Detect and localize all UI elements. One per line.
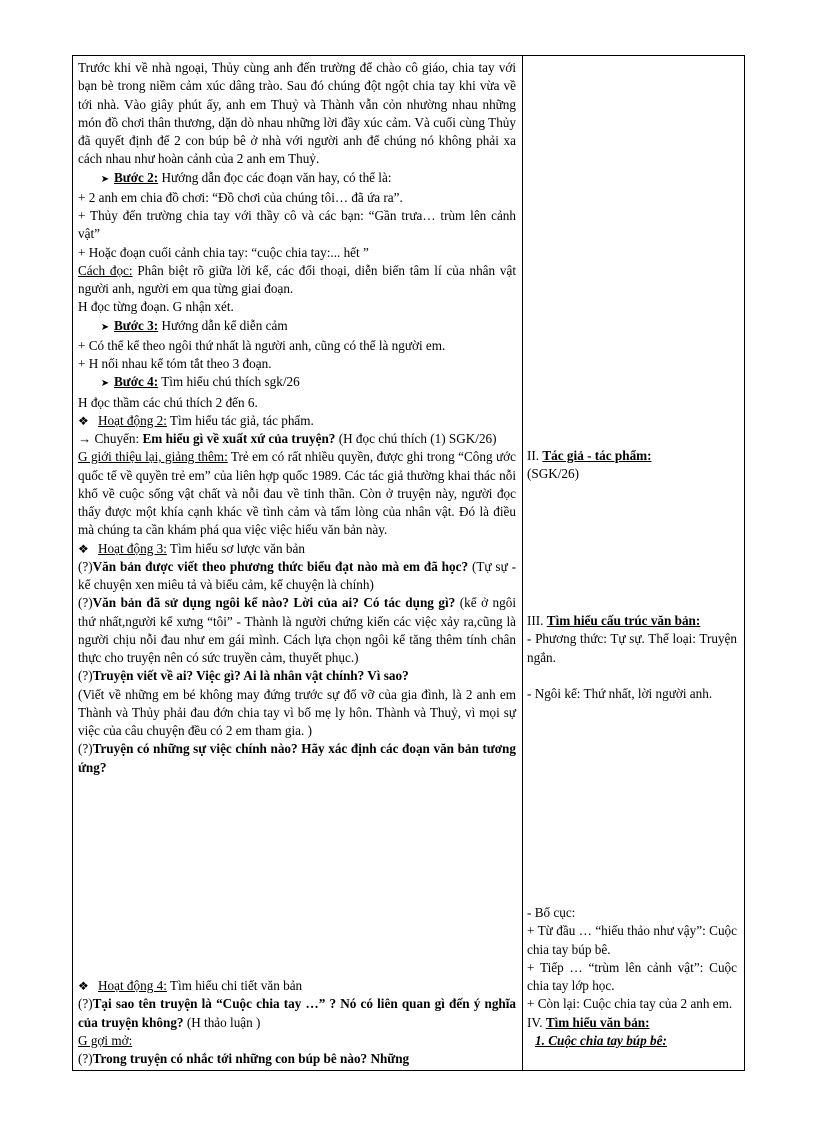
layout-line: - Bố cục: [527,905,576,920]
section-4-item-1: 1. Cuộc chia tay búp bê: [535,1032,667,1048]
section-author-work [527,447,737,484]
layout-part-3: + Còn lại: Cuộc chia tay của 2 anh em. [527,996,733,1012]
left-block-activity4 [78,977,516,1068]
section-4-heading: IV. Tìm hiểu văn bản: [527,1014,650,1030]
diamond-bullet-icon: ❖ [78,413,89,428]
diamond-bullet-icon: ❖ [78,979,89,993]
section-2-ref: (SGK/26) [527,466,580,482]
step2-line: ➤ Bước 2: Hướng dẫn đọc các đoạn văn hay, có thể là: [78,169,516,189]
narrator-line: - Ngôi kể: Thứ nhất, lời người anh. [527,685,713,701]
column-divider [522,56,523,1070]
question-1: (?)Văn bản được viết theo phương thức biểu đạt nào mà em đã học? (Tự sự - kể chuyện xen miêu tả và biểu cảm, kể chuyện là chính) [78,558,516,592]
tell-item-1: + Có thể kể theo ngôi thứ nhất là người anh, cũng có thể là người em. [78,337,446,353]
question-4: (?)Truyện có những sự việc chính nào? Hãy xác định các đoạn văn bản tương ứng? [78,741,516,775]
question-3: (?)Truyện viết về ai? Việc gì? Ai là nhân vật chính? Vì sao? [78,668,409,684]
step3-line: ➤ Bước 3: Hướng dẫn kể diễn cảm [78,317,516,337]
arrow-icon: ➤ [100,173,110,185]
activity4-line: ❖ Hoạt động 4: Tìm hiểu chi tiết văn bản [78,977,516,995]
intro-paragraph: Trước khi về nhà ngoại, Thủy cùng anh đến trường để chào cô giáo, chia tay với bạn bè trong niềm cảm xúc dâng trào. Sau đó chúng đột ngột chia tay khi vừa về tới nhà. Vào giây phút ấy, anh em Thuỷ và Thành vẫn cỏn nhường nhau những món đồ chơi thân thương, dặn dò nhau những lời đầy xúc cảm. Và cuối cùng Thủy đã quyết định để 2 con búp bê ở nhà với người anh để chúng nó không phải xa cách nhau như hoàn cảnh của 2 anh em Thuỷ. [78,60,516,167]
section-structure [527,612,737,703]
hint-line: G gợi mở: [78,1032,133,1048]
section-3-heading: III. Tìm hiểu cấu trúc văn bản: [527,613,701,628]
question-2: (?)Văn bản đã sử dụng ngôi kể nào? Lời của ai? Có tác dụng gì? (kể ở ngôi thứ nhất,người kể xưng “tôi” - Thành là người chứng kiến các việc xảy ra,cũng là người chịu nỗi đau như em gái mình. Cách lựa chọn ngôi kể tăng thêm tính chân thực cho truyện nên có sức truyền cảm, thuyết phục.) [78,595,516,665]
arrow-icon: ➤ [100,321,110,333]
lesson-table [72,55,745,1071]
arrow-icon: ➤ [100,378,110,390]
section-layout [527,904,737,1050]
read-item-3: + Hoặc đoạn cuối cảnh chia tay: “cuộc chia tay:... hết ” [78,244,369,260]
hread-line: H đọc từng đoạn. G nhận xét. [78,299,234,315]
method-line: - Phương thức: Tự sự. Thể loại: Truyện ngắn. [527,631,737,665]
activity2-line: ❖ Hoạt động 2: Tìm hiểu tác giả, tác phẩm. [78,412,516,430]
teacher-intro: G giới thiệu lại, giảng thêm: Trẻ em có rất nhiều quyền, được ghi trong “Công ước quốc tế về quyền trẻ em” của liên hợp quốc 1989. Các tác giả thường khai thác nỗi khổ về cuộc sống vật chất và nỗi đau về tinh thần. Còn ở truyện này, người đọc thấy được một khía cạnh khác về tình cảm và tấm lòng của nhân vật. Đó là điều mà chúng ta cần khám phá qua việc việc hiểu văn bản này. [78,449,516,538]
left-block-intro [78,59,516,777]
diamond-bullet-icon: ❖ [78,541,89,556]
question-5: (?)Tại sao tên truyện là “Cuộc chia tay …” ? Nó có liên quan gì đến ý nghĩa của truyện không? (H thảo luận ) [78,996,516,1030]
question-6: (?)Trong truyện có nhắc tới những con búp bê nào? Những [78,1051,410,1066]
activity3-line: ❖ Hoạt động 3: Tìm hiểu sơ lược văn bản [78,540,516,558]
read-item-2: + Thủy đến trường chia tay với thầy cô và các bạn: “Gần trưa… trùm lên cảnh vật” [78,208,516,242]
chuyen-line: → Chuyển: Em hiểu gì về xuất xứ của truyện? (H đọc chú thích (1) SGK/26) [78,431,497,446]
read-item-1: + 2 anh em chia đồ chơi: “Đồ chơi của chúng tôi… đã ứa ra”. [78,189,403,205]
hread2-line: H đọc thầm các chú thích 2 đến 6. [78,394,258,410]
layout-part-1: + Từ đầu … “hiếu thảo như vậy”: Cuộc chia tay búp bê. [527,923,737,957]
step4-line: ➤ Bước 4: Tìm hiểu chú thích sgk/26 [78,373,516,393]
answer-3: (Viết về những em bé không may đứng trước sự đổ vỡ của gia đình, là 2 anh em Thành và Thủy phải đau đớn chia tay vì bố mẹ ly hôn. Thành và Thuỷ, vì mọi sự việc của câu chuyện đều có 2 em tham gia. ) [78,686,516,738]
howto-line: Cách đọc: Phân biệt rõ giữa lời kể, các đối thoại, diễn biến tâm lí của nhân vật người anh, người em qua từng giai đoạn. [78,262,516,296]
tell-item-2: + H nối nhau kể tóm tắt theo 3 đoạn. [78,356,272,371]
layout-part-2: + Tiếp … “trùm lên cảnh vật”: Cuộc chia tay lớp học. [527,959,737,993]
section-2-heading: II. Tác giả - tác phẩm: [527,448,652,463]
